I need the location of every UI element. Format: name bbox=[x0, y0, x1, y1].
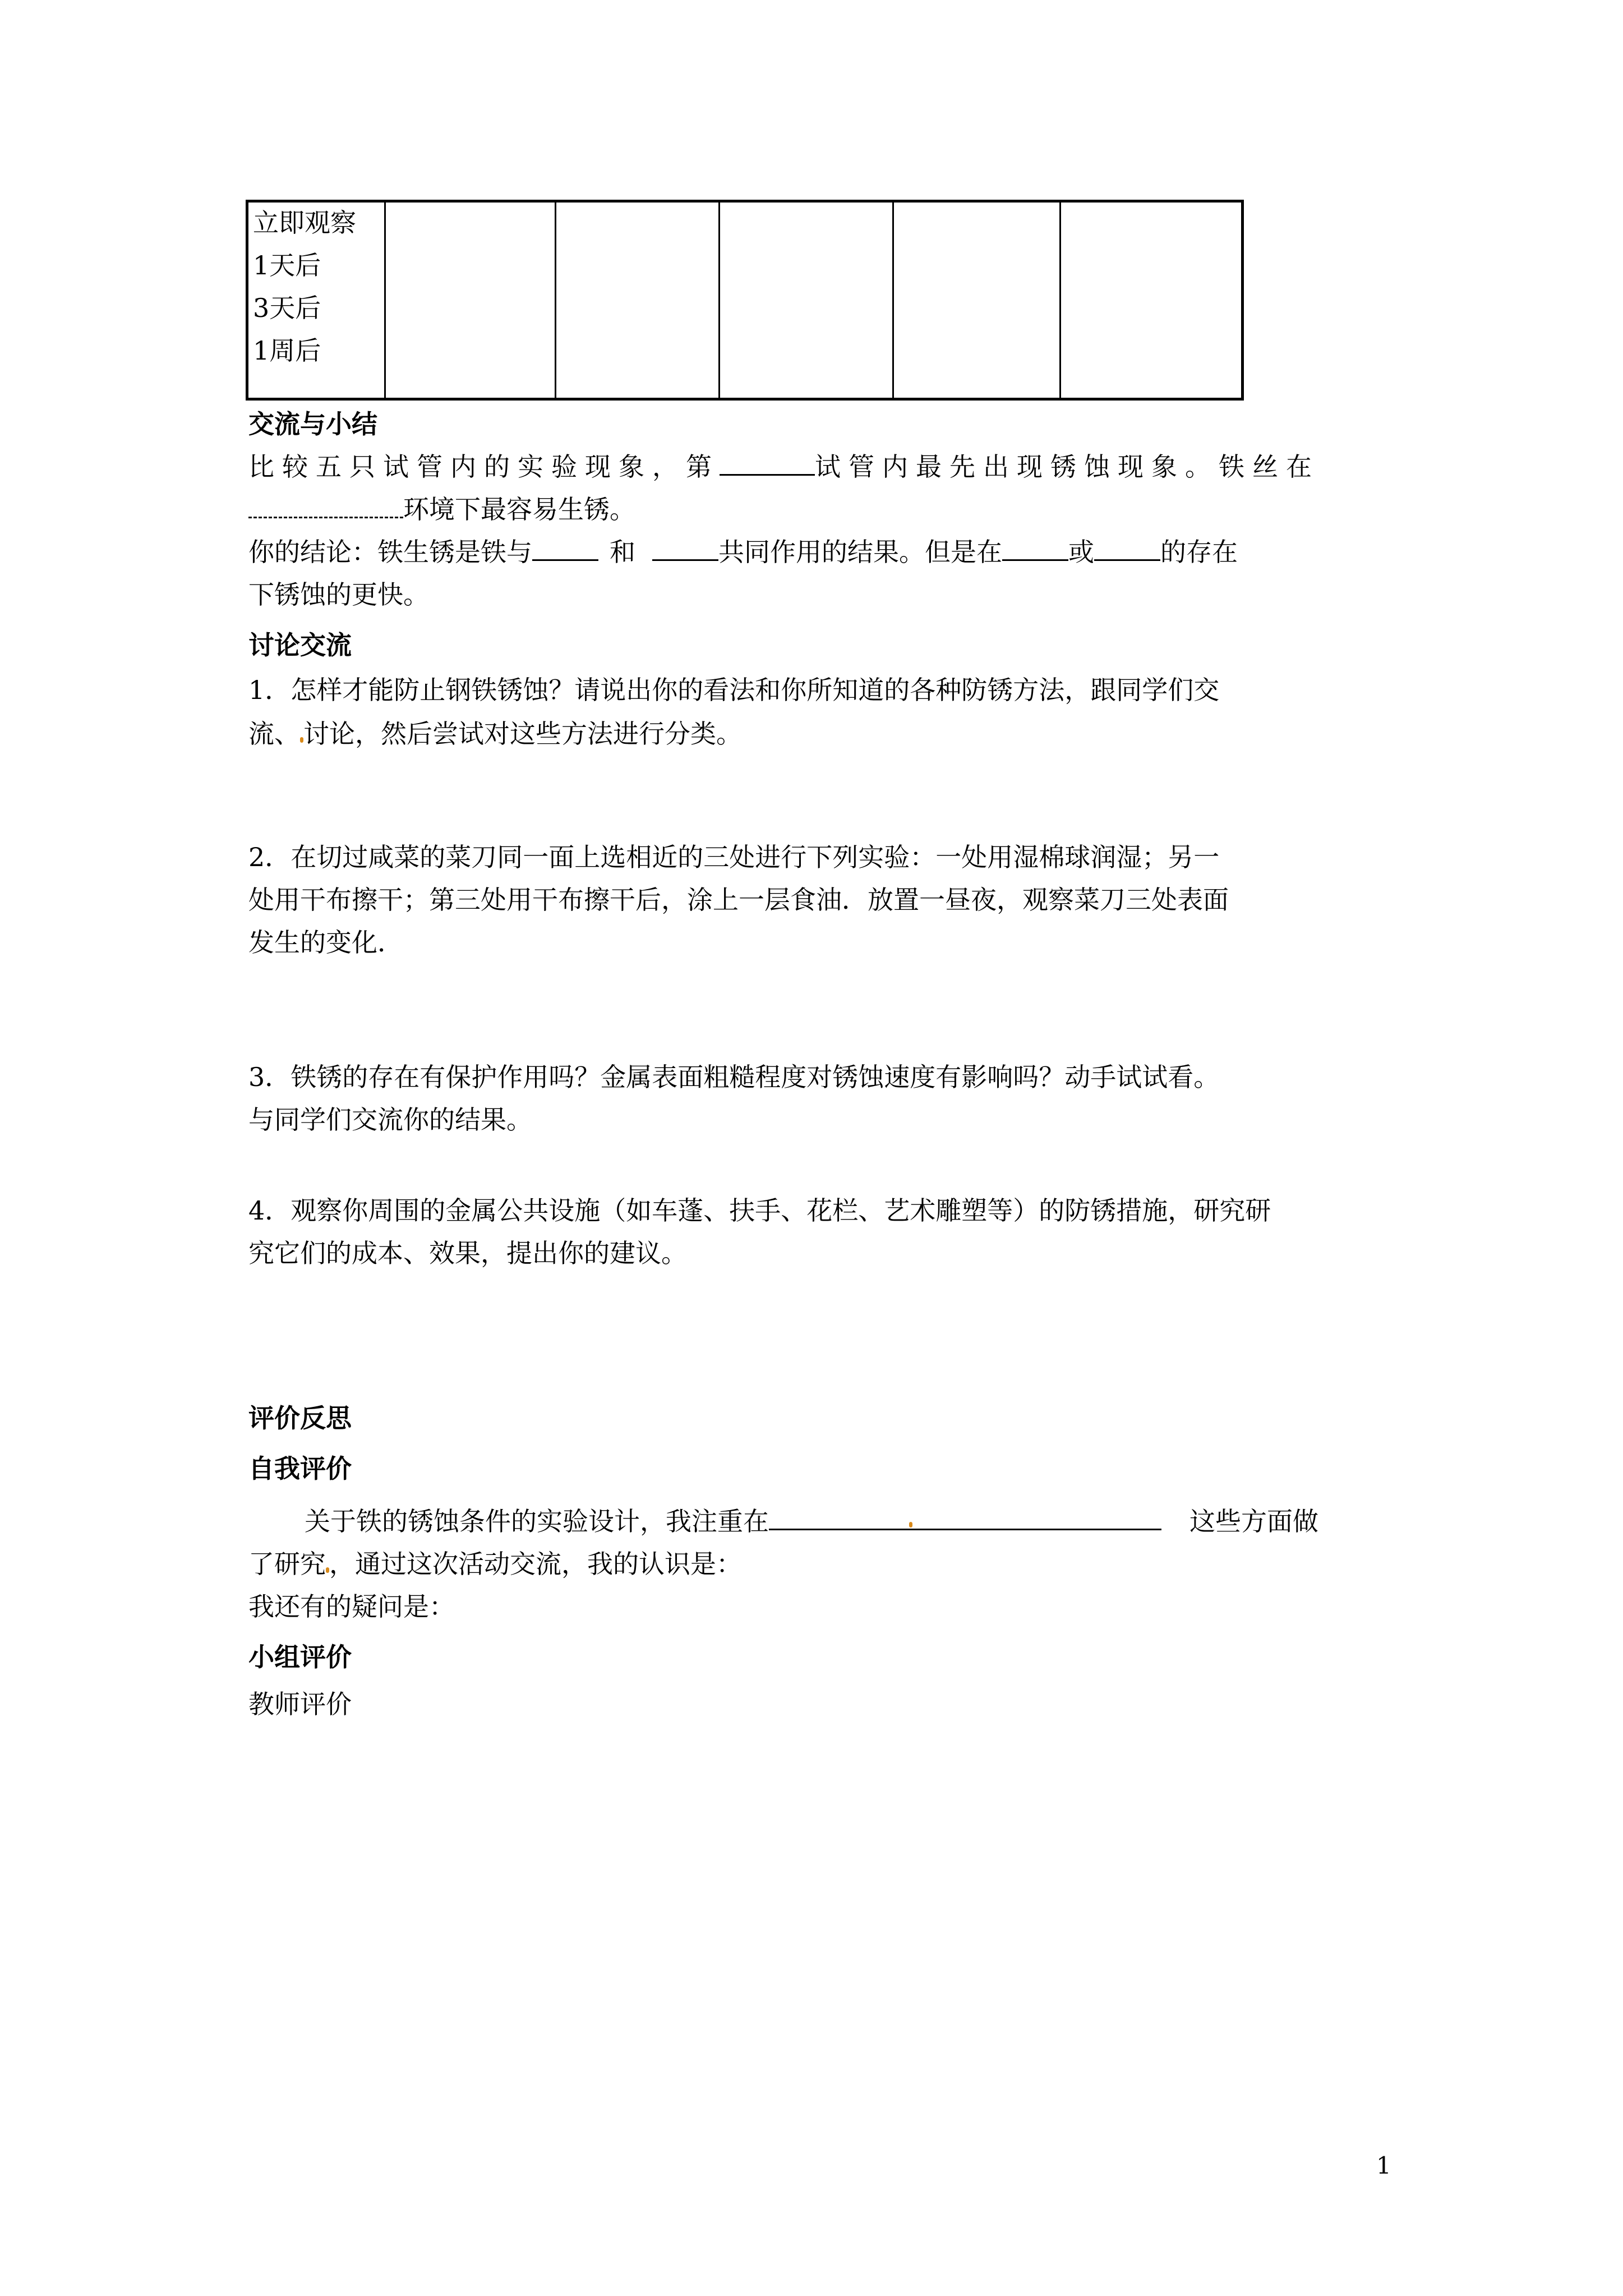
summary-line-1 bbox=[248, 451, 1342, 482]
conclusion-line-1 bbox=[248, 536, 1238, 568]
summary-text: 环境下最容易生锈。 bbox=[403, 494, 635, 524]
self-evaluation-text: ，通过这次活动交流，我的认识是： bbox=[329, 1549, 742, 1579]
self-evaluation-line-2 bbox=[248, 1548, 742, 1580]
self-evaluation-line-3: 我还有的疑问是： bbox=[248, 1591, 455, 1622]
question-text: 流、 bbox=[248, 719, 300, 749]
question-4-line-1: 4．观察你周围的金属公共设施（如车蓬、扶手、花栏、艺术雕塑等）的防锈措施，研究研 bbox=[248, 1195, 1271, 1226]
teacher-evaluation-heading: 教师评价 bbox=[248, 1689, 352, 1719]
table-column-divider bbox=[384, 203, 386, 398]
question-4-line-2: 究它们的成本、效果，提出你的建议。 bbox=[248, 1238, 687, 1268]
conclusion-text: 你的结论：铁生锈是铁与 bbox=[248, 537, 532, 567]
blank-dashed-line bbox=[248, 494, 403, 518]
mark-dot bbox=[909, 1522, 912, 1527]
table-column-divider bbox=[718, 203, 720, 398]
summary-text: 比较五只试管内的实验现象，第 bbox=[248, 452, 720, 482]
conclusion-text: 或 bbox=[1068, 537, 1094, 567]
question-3-line-2: 与同学们交流你的结果。 bbox=[248, 1105, 532, 1135]
summary-line-2 bbox=[248, 494, 635, 525]
question-1-line-1: 1．怎样才能防止钢铁锈蚀？请说出你的看法和你所知道的各种防锈方法，跟同学们交 bbox=[248, 675, 1220, 705]
self-evaluation-text: 关于铁的锈蚀条件的实验设计，我注重在 bbox=[305, 1506, 769, 1536]
self-evaluation-text: 了研究 bbox=[248, 1549, 326, 1579]
conclusion-text: 和 bbox=[610, 537, 635, 567]
blank-line bbox=[652, 537, 718, 561]
table-column-divider bbox=[1059, 203, 1061, 398]
blank-line bbox=[532, 537, 598, 561]
self-evaluation-text: 这些方面做 bbox=[1189, 1506, 1318, 1536]
group-evaluation-heading: 小组评价 bbox=[248, 1642, 352, 1672]
table-row-label: 1天后 bbox=[253, 250, 321, 280]
question-2-line-3: 发生的变化． bbox=[248, 927, 403, 958]
question-3-line-1: 3．铁锈的存在有保护作用吗？金属表面粗糙程度对锈蚀速度有影响吗？动手试试看。 bbox=[248, 1062, 1220, 1092]
table-row-label: 1周后 bbox=[253, 335, 321, 366]
blank-line bbox=[769, 1506, 1161, 1530]
evaluation-heading: 评价反思 bbox=[248, 1403, 352, 1433]
table-column-divider bbox=[555, 203, 556, 398]
question-1-line-2 bbox=[248, 718, 742, 749]
question-2-line-1: 2．在切过咸菜的菜刀同一面上选相近的三处进行下列实验：一处用湿棉球润湿；另一 bbox=[248, 842, 1220, 872]
blank-line bbox=[1002, 537, 1068, 561]
table-row-label: 立即观察 bbox=[253, 208, 356, 238]
conclusion-line-2: 下锈蚀的更快。 bbox=[248, 579, 429, 610]
conclusion-text: 的存在 bbox=[1160, 537, 1238, 567]
discussion-heading: 讨论交流 bbox=[248, 630, 352, 660]
summary-text: 试管内最先出现锈蚀现象。铁丝在 bbox=[815, 452, 1320, 482]
table-row-label: 3天后 bbox=[253, 293, 321, 323]
question-2-line-2: 处用干布擦干；第三处用干布擦干后，涂上一层食油．放置一昼夜，观察菜刀三处表面 bbox=[248, 885, 1229, 915]
summary-heading: 交流与小结 bbox=[248, 409, 377, 439]
blank-line bbox=[720, 452, 815, 476]
observation-table bbox=[246, 200, 1244, 401]
table-column-divider bbox=[892, 203, 894, 398]
self-evaluation-line-1 bbox=[305, 1506, 1318, 1537]
blank-line bbox=[1094, 537, 1160, 561]
self-evaluation-heading: 自我评价 bbox=[248, 1453, 352, 1484]
conclusion-text: 共同作用的结果。但是在 bbox=[718, 537, 1002, 567]
page-number: 1 bbox=[1376, 2152, 1391, 2179]
question-text: 讨论，然后尝试对这些方法进行分类。 bbox=[303, 719, 742, 749]
